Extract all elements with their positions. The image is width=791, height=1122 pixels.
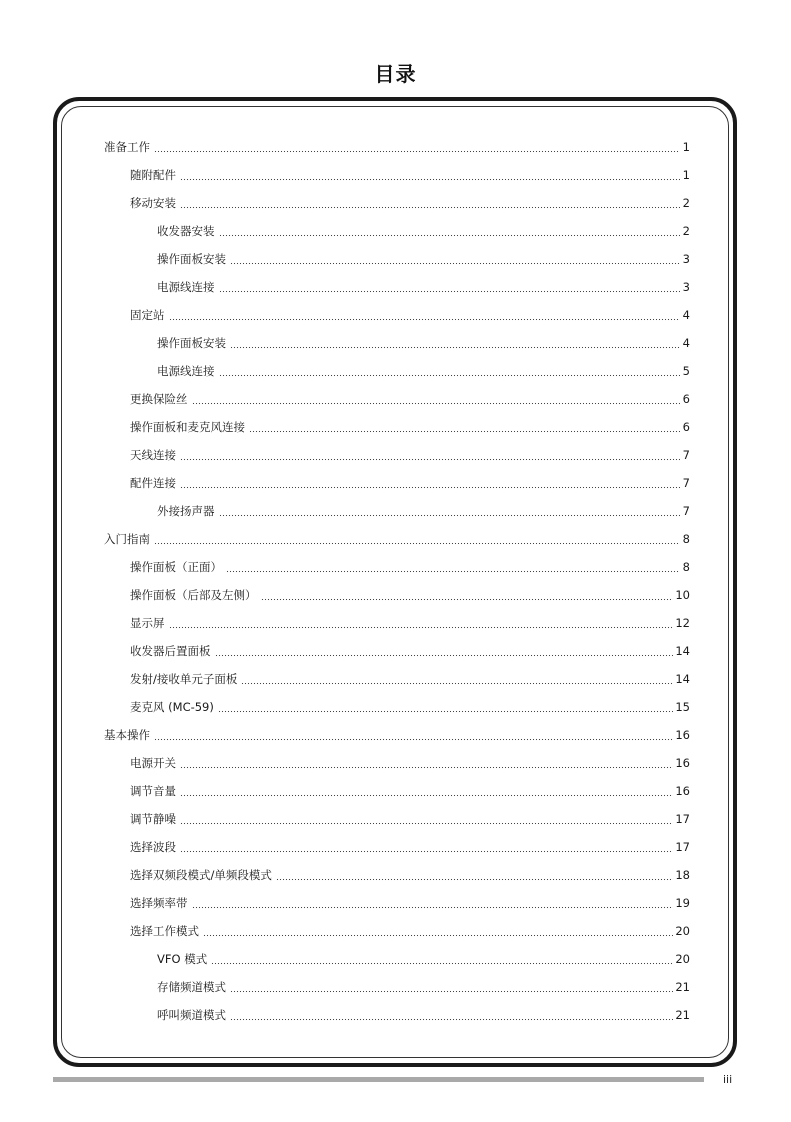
toc-entry-label: 选择波段 [130, 840, 176, 854]
toc-entry-label: 电源开关 [130, 756, 176, 770]
toc-entry-page: 6 [682, 420, 690, 434]
dot-leader [180, 756, 673, 770]
toc-entry-label: 麦克风 (MC-59) [130, 700, 214, 714]
toc-entry[interactable] [130, 693, 690, 721]
toc-entry-label: 电源线连接 [157, 280, 215, 294]
toc-entry-label: 存储频道模式 [157, 980, 226, 994]
toc-entry[interactable] [157, 973, 690, 1001]
toc-entry-label: 收发器安装 [157, 224, 215, 238]
toc-entry-label: 基本操作 [104, 728, 150, 742]
toc-entry-label: 电源线连接 [157, 364, 215, 378]
toc-entry[interactable] [104, 525, 690, 553]
dot-leader [180, 840, 673, 854]
toc-entry-page: 10 [675, 588, 690, 602]
toc-entry-label: 调节静噪 [130, 812, 176, 826]
toc-entry-label: 操作面板安装 [157, 336, 226, 350]
toc-entry-label: 选择双频段模式/单频段模式 [130, 868, 272, 882]
toc-entry[interactable] [104, 133, 690, 161]
toc-entry[interactable] [130, 469, 690, 497]
toc-entry[interactable] [130, 189, 690, 217]
toc-entry-page: 2 [682, 224, 690, 238]
toc-entry-page: 14 [675, 672, 690, 686]
toc-entry-label: 调节音量 [130, 784, 176, 798]
toc-entry-page: 16 [675, 728, 690, 742]
toc-entry-page: 19 [675, 896, 690, 910]
dot-leader [154, 140, 680, 154]
toc-entry-page: 7 [682, 448, 690, 462]
dot-leader [169, 616, 674, 630]
toc-entry-page: 17 [675, 812, 690, 826]
toc-entry-page: 8 [682, 560, 690, 574]
toc-entry-page: 4 [682, 336, 690, 350]
toc-entry-page: 6 [682, 392, 690, 406]
toc-entry-page: 17 [675, 840, 690, 854]
toc-entry[interactable] [130, 413, 690, 441]
toc-entry[interactable] [130, 805, 690, 833]
toc-entry[interactable] [130, 161, 690, 189]
toc-entry-label: 更换保险丝 [130, 392, 188, 406]
dot-leader [230, 1008, 673, 1022]
toc-entry-page: 7 [682, 476, 690, 490]
toc-entry-page: 3 [682, 280, 690, 294]
toc-entry-label: 固定站 [130, 308, 165, 322]
toc-entry-label: 选择工作模式 [130, 924, 199, 938]
toc-entry-label: 显示屏 [130, 616, 165, 630]
toc-entry-page: 3 [682, 252, 690, 266]
toc-entry[interactable] [130, 301, 690, 329]
toc-entry[interactable] [157, 329, 690, 357]
dot-leader [230, 252, 680, 266]
toc-entry-page: 5 [682, 364, 690, 378]
toc-entry[interactable] [130, 833, 690, 861]
dot-leader [276, 868, 673, 882]
toc-entry-label: 操作面板安装 [157, 252, 226, 266]
dot-leader [218, 700, 673, 714]
toc-entry[interactable] [130, 637, 690, 665]
toc-entry-label: 发射/接收单元子面板 [130, 672, 238, 686]
dot-leader [230, 980, 673, 994]
dot-leader [169, 308, 681, 322]
toc-entry-label: 操作面板（后部及左侧） [130, 588, 257, 602]
toc-entry-page: 12 [675, 616, 690, 630]
toc-entry-label: 准备工作 [104, 140, 150, 154]
dot-leader [215, 644, 674, 658]
toc-entry[interactable] [157, 217, 690, 245]
table-of-contents [0, 133, 791, 1029]
toc-entry[interactable] [104, 721, 690, 749]
dot-leader [219, 224, 681, 238]
toc-entry-page: 15 [675, 700, 690, 714]
toc-entry-page: 14 [675, 644, 690, 658]
toc-entry-page: 7 [682, 504, 690, 518]
toc-entry[interactable] [130, 749, 690, 777]
dot-leader [180, 476, 680, 490]
dot-leader [261, 588, 674, 602]
dot-leader [219, 364, 681, 378]
toc-entry-label: 收发器后置面板 [130, 644, 211, 658]
toc-entry-label: VFO 模式 [157, 952, 208, 966]
toc-entry[interactable] [130, 889, 690, 917]
dot-leader [192, 896, 674, 910]
dot-leader [211, 952, 673, 966]
toc-entry-label: 外接扬声器 [157, 504, 215, 518]
footer-rule [53, 1077, 704, 1082]
toc-entry[interactable] [157, 357, 690, 385]
toc-entry-page: 21 [675, 1008, 690, 1022]
dot-leader [180, 448, 680, 462]
toc-entry[interactable] [157, 497, 690, 525]
toc-entry[interactable] [157, 245, 690, 273]
dot-leader [154, 728, 673, 742]
toc-entry-page: 20 [675, 952, 690, 966]
toc-entry-label: 随附配件 [130, 168, 176, 182]
toc-entry-label: 操作面板和麦克风连接 [130, 420, 245, 434]
dot-leader [154, 532, 680, 546]
dot-leader [180, 812, 673, 826]
toc-entry-page: 21 [675, 980, 690, 994]
toc-entry[interactable] [130, 609, 690, 637]
dot-leader [180, 196, 680, 210]
dot-leader [241, 672, 673, 686]
toc-entry-label: 操作面板（正面） [130, 560, 222, 574]
toc-entry-label: 天线连接 [130, 448, 176, 462]
dot-leader [230, 336, 680, 350]
dot-leader [192, 392, 681, 406]
toc-entry-label: 选择频率带 [130, 896, 188, 910]
dot-leader [219, 504, 681, 518]
toc-entry-label: 移动安装 [130, 196, 176, 210]
toc-entry-page: 4 [682, 308, 690, 322]
toc-entry-page: 18 [675, 868, 690, 882]
toc-entry[interactable] [130, 441, 690, 469]
toc-entry-page: 2 [682, 196, 690, 210]
dot-leader [226, 560, 680, 574]
dot-leader [203, 924, 673, 938]
dot-leader [180, 168, 680, 182]
toc-entry-page: 8 [682, 532, 690, 546]
toc-entry[interactable] [157, 945, 690, 973]
toc-entry[interactable] [130, 385, 690, 413]
dot-leader [249, 420, 680, 434]
toc-entry-page: 16 [675, 784, 690, 798]
toc-entry-page: 1 [682, 140, 690, 154]
dot-leader [219, 280, 681, 294]
toc-entry[interactable] [130, 861, 690, 889]
toc-entry-page: 16 [675, 756, 690, 770]
toc-entry-label: 入门指南 [104, 532, 150, 546]
toc-entry-page: 20 [675, 924, 690, 938]
toc-entry[interactable] [130, 777, 690, 805]
toc-entry[interactable] [130, 917, 690, 945]
toc-entry[interactable] [157, 273, 690, 301]
toc-entry[interactable] [130, 553, 690, 581]
toc-entry[interactable] [157, 1001, 690, 1029]
toc-entry[interactable] [130, 665, 690, 693]
page-number: iii [723, 1073, 733, 1086]
dot-leader [180, 784, 673, 798]
toc-entry-label: 呼叫频道模式 [157, 1008, 226, 1022]
toc-entry-label: 配件连接 [130, 476, 176, 490]
page-title: 目录 [374, 62, 417, 86]
toc-entry[interactable] [130, 581, 690, 609]
toc-entry-page: 1 [682, 168, 690, 182]
